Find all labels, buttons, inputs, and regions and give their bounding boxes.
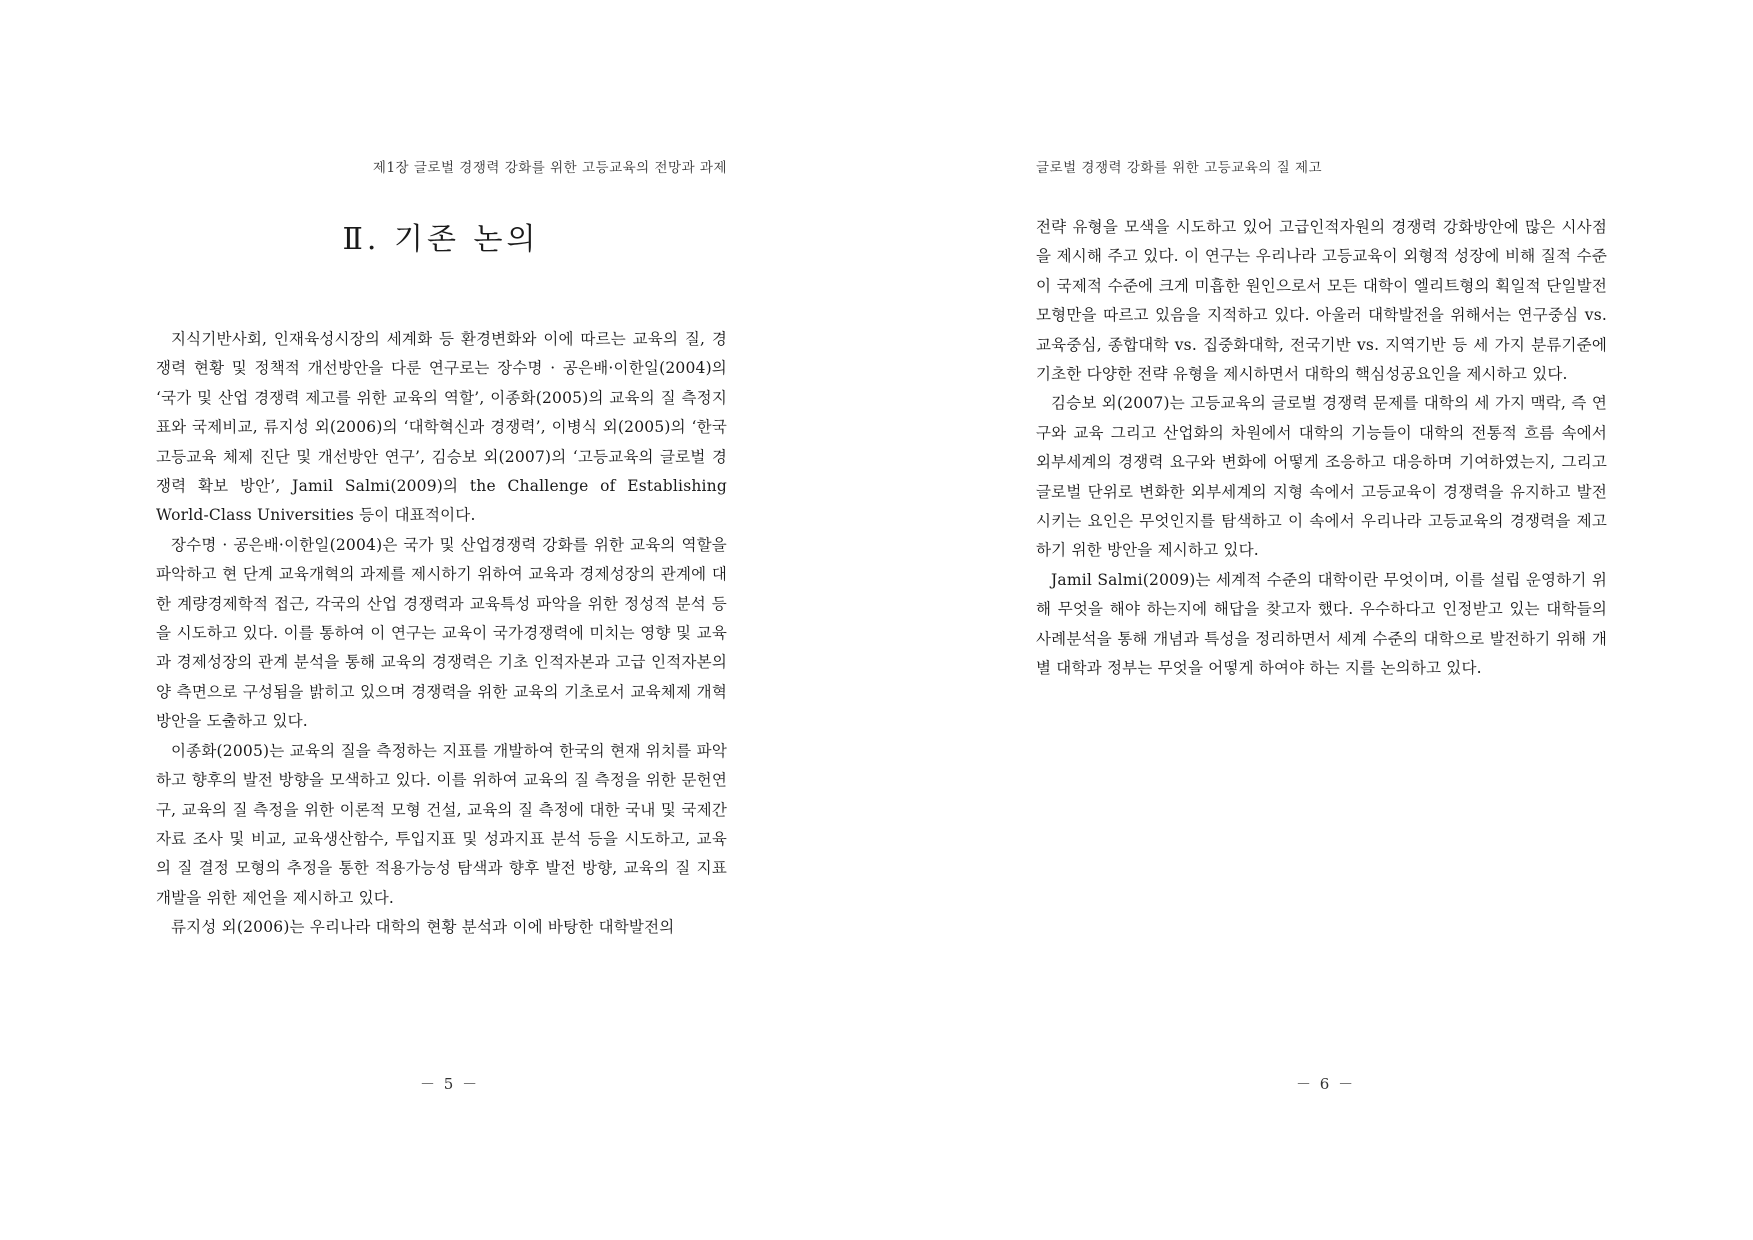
body-text — [1036, 213, 1607, 684]
paragraph: 장수명 · 공은배·이한일(2004)은 국가 및 산업경쟁력 강화를 위한 교육의 역할을 파악하고 현 단계 교육개혁의 과제를 제시하기 위하여 교육과 경제성장의 관계에 대한 계량경제학적 접근, 각국의 산업 경쟁력과 교육특성 파악을 위한 정성적 분석 등을 시도하고 있다. 이를 통하여 이 연구는 교육이 국가경쟁력에 미치는 영향 및 교육과 경제성장의 관계 분석을 통해 교육의 경쟁력은 기초 인적자본과 고급 인적자본의 양 측면으로 구성됨을 밝히고 있으며 경쟁력을 위한 교육의 기초로서 교육체제 개혁방안을 도출하고 있다. — [156, 535, 727, 731]
page-number: － 5 － — [420, 1075, 480, 1093]
left-page — [0, 0, 876, 1240]
page-number: － 6 － — [1296, 1075, 1356, 1093]
paragraph: Jamil Salmi(2009)는 세계적 수준의 대학이란 무엇이며, 이를 설립 운영하기 위해 무엇을 해야 하는지에 해답을 찾고자 했다. 우수하다고 인정받고 있는 대학들의 사례분석을 통해 개념과 특성을 정리하면서 세계 수준의 대학으로 발전하기 위해 개별 대학과 정부는 무엇을 어떻게 하여야 하는 지를 논의하고 있다. — [1036, 570, 1607, 678]
section-title: Ⅱ. 기존 논의 — [342, 222, 540, 257]
paragraph: 지식기반사회, 인재육성시장의 세계화 등 환경변화와 이에 따르는 교육의 질, 경쟁력 현황 및 정책적 개선방안을 다룬 연구로는 장수명 · 공은배·이한일(2004)의 ‘국가 및 산업 경쟁력 제고를 위한 교육의 역할’, 이종화(2005)의 교육의 질 측정지표와 국제비교, 류지성 외(2006)의 ‘대학혁신과 경쟁력’, 이병식 외(2005)의 ‘한국 고등교육 체제 진단 및 개선방안 연구’, 김승보 외(2007)의 ‘고등교육의 글로벌 경쟁력 확보 방안’, Jamil Salmi(2009)의 the Challenge of Establishing World-Class Universities 등이 대표적이다. — [156, 330, 727, 525]
paragraph: 이종화(2005)는 교육의 질을 측정하는 지표를 개발하여 한국의 현재 위치를 파악하고 향후의 발전 방향을 모색하고 있다. 이를 위하여 교육의 질 측정을 위한 문헌연구, 교육의 질 측정을 위한 이론적 모형 건설, 교육의 질 측정에 대한 국내 및 국제간 자료 조사 및 비교, 교육생산함수, 투입지표 및 성과지표 분석 등을 시도하고, 교육의 질 결정 모형의 추정을 통한 적용가능성 탐색과 향후 발전 방향, 교육의 질 지표개발을 위한 제언을 제시하고 있다. — [156, 741, 727, 907]
right-page — [876, 0, 1753, 1240]
paragraph: 류지성 외(2006)는 우리나라 대학의 현황 분석과 이에 바탕한 대학발전의 — [171, 918, 675, 937]
running-header: 글로벌 경쟁력 강화를 위한 고등교육의 질 제고 — [1036, 160, 1323, 176]
paragraph: 김승보 외(2007)는 고등교육의 글로벌 경쟁력 문제를 대학의 세 가지 맥락, 즉 연구와 교육 그리고 산업화의 차원에서 대학의 기능들이 대학의 전통적 흐름 속에서 외부세계의 경쟁력 요구와 변화에 어떻게 조응하고 대응하며 기여하였는지, 그리고 글로벌 단위로 변화한 외부세계의 지형 속에서 고등교육이 경쟁력을 유지하고 발전시키는 요인은 무엇인지를 탐색하고 이 속에서 우리나라 고등교육의 경쟁력을 제고하기 위한 방안을 제시하고 있다. — [1036, 394, 1607, 560]
body-text — [156, 325, 727, 943]
paragraph: 전략 유형을 모색을 시도하고 있어 고급인적자원의 경쟁력 강화방안에 많은 시사점을 제시해 주고 있다. 이 연구는 우리나라 고등교육이 외형적 성장에 비해 질적 수준이 국제적 수준에 크게 미흡한 원인으로서 모든 대학이 엘리트형의 획일적 단일발전모형만을 따르고 있음을 지적하고 있다. 아울러 대학발전을 위해서는 연구중심 vs. 교육중심, 종합대학 vs. 집중화대학, 전국기반 vs. 지역기반 등 세 가지 분류기준에 기초한 다양한 전략 유형을 제시하면서 대학의 핵심성공요인을 제시하고 있다. — [1036, 218, 1607, 384]
running-header: 제1장 글로벌 경쟁력 강화를 위한 고등교육의 전망과 과제 — [372, 160, 727, 176]
